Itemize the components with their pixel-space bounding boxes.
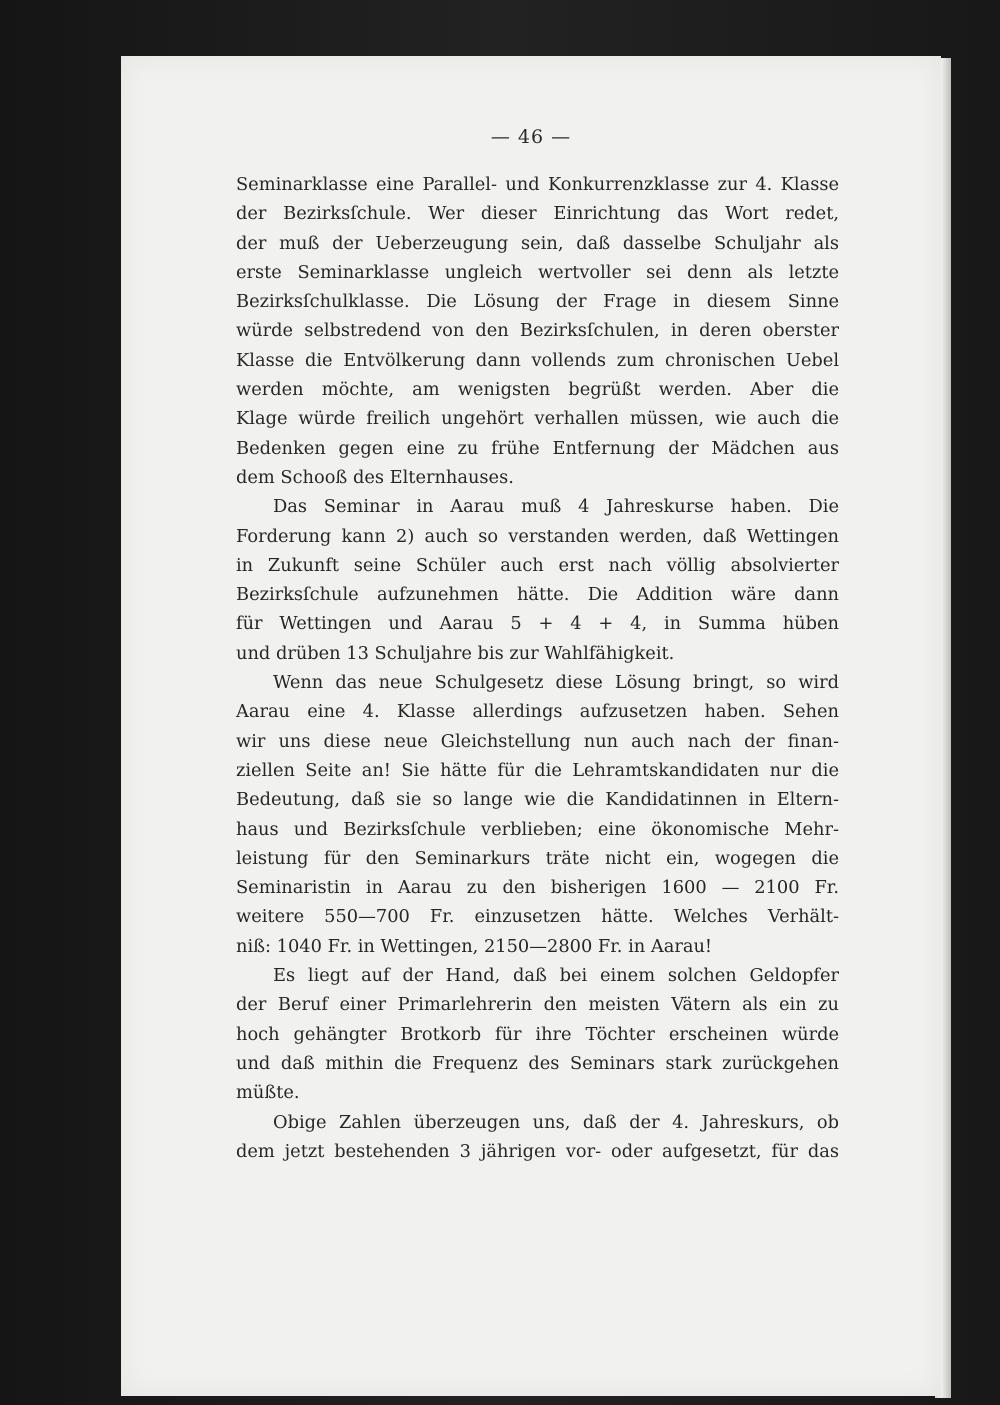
text-line: Klasse die Entvölkerung dann vollends zum chronischen Uebel [236,349,839,371]
text-line: ziellen Seite an! Sie hätte für die Lehramtskandidaten nur die [236,759,839,781]
text-line: der Beruf einer Primarlehrerin den meisten Vätern als ein zu [236,994,839,1016]
text-line: Bedenken gegen eine zu frühe Entfernung der Mädchen aus [236,437,839,459]
text-line: Seminaristin in Aarau zu den bisherigen 1600 — 2100 Fr. [236,877,839,899]
text-line: leistung für den Seminarkurs träte nicht ein, wogegen die [236,847,839,869]
text-line: Obige Zahlen überzeugen uns, daß der 4. Jahreskurs, ob [273,1111,839,1133]
page-number: — 46 — [490,126,572,148]
text-line: hoch gehängter Brotkorb für ihre Töchter erscheinen würde [236,1023,839,1045]
text-line: Forderung kann 2) auch so verstanden werden, daß Wettingen [236,525,839,547]
text-line: weitere 550—700 Fr. einzusetzen hätte. Welches Verhält- [236,906,839,928]
text-line: werden möchte, am wenigsten begrüßt werden. Aber die [236,379,839,401]
text-line: dem Schooß des Elternhauses. [236,466,514,488]
text-line: der muß der Ueberzeugung sein, daß dasselbe Schuljahr als [236,232,839,254]
text-line: erste Seminarklasse ungleich wertvoller sei denn als letzte [236,261,839,283]
text-line: Es liegt auf der Hand, daß bei einem solchen Geldopfer [273,965,839,987]
text-line: haus und Bezirksſchule verblieben; eine ökonomische Mehr- [236,818,839,840]
text-line: der Bezirksſchule. Wer dieser Einrichtung das Wort redet, [236,203,839,225]
text-line: in Zukunft seine Schüler auch erst nach völlig absolvierter [236,554,839,576]
text-line: dem jetzt bestehenden 3 jährigen vor- oder aufgesetzt, für das [236,1140,839,1162]
text-line: Wenn das neue Schulgesetz diese Lösung bringt, so wird [273,672,839,694]
text-line: und daß mithin die Frequenz des Seminars stark zurückgehen [236,1052,839,1074]
text-line: Bezirksſchule aufzunehmen hätte. Die Addition wäre dann [236,584,839,606]
text-line: würde selbstredend von den Bezirksſchulen, in deren oberster [236,320,839,342]
text-line: Bedeutung, daß sie so lange wie die Kandidatinnen in Eltern- [236,789,839,811]
text-line: und drüben 13 Schuljahre bis zur Wahlfähigkeit. [236,642,675,664]
text-line: Seminarklasse eine Parallel- und Konkurrenzklasse zur 4. Klasse [236,174,839,195]
text-line: Bezirksſchulklasse. Die Lösung der Frage in diesem Sinne [236,291,839,313]
text-line: Das Seminar in Aarau muß 4 Jahreskurse haben. Die [273,496,839,518]
text-line: Aarau eine 4. Klasse allerdings aufzusetzen haben. Sehen [236,701,839,723]
body-text [236,170,839,1166]
text-line: niß: 1040 Fr. in Wettingen, 2150—2800 Fr. in Aarau! [236,935,713,957]
text-line: für Wettingen und Aarau 5 + 4 + 4, in Summa hüben [236,613,839,635]
text-line: wir uns diese neue Gleichstellung nun auch nach der finan- [236,730,839,752]
text-line: müßte. [236,1082,300,1104]
text-line: Klage würde freilich ungehört verhallen müssen, wie auch die [236,408,839,430]
